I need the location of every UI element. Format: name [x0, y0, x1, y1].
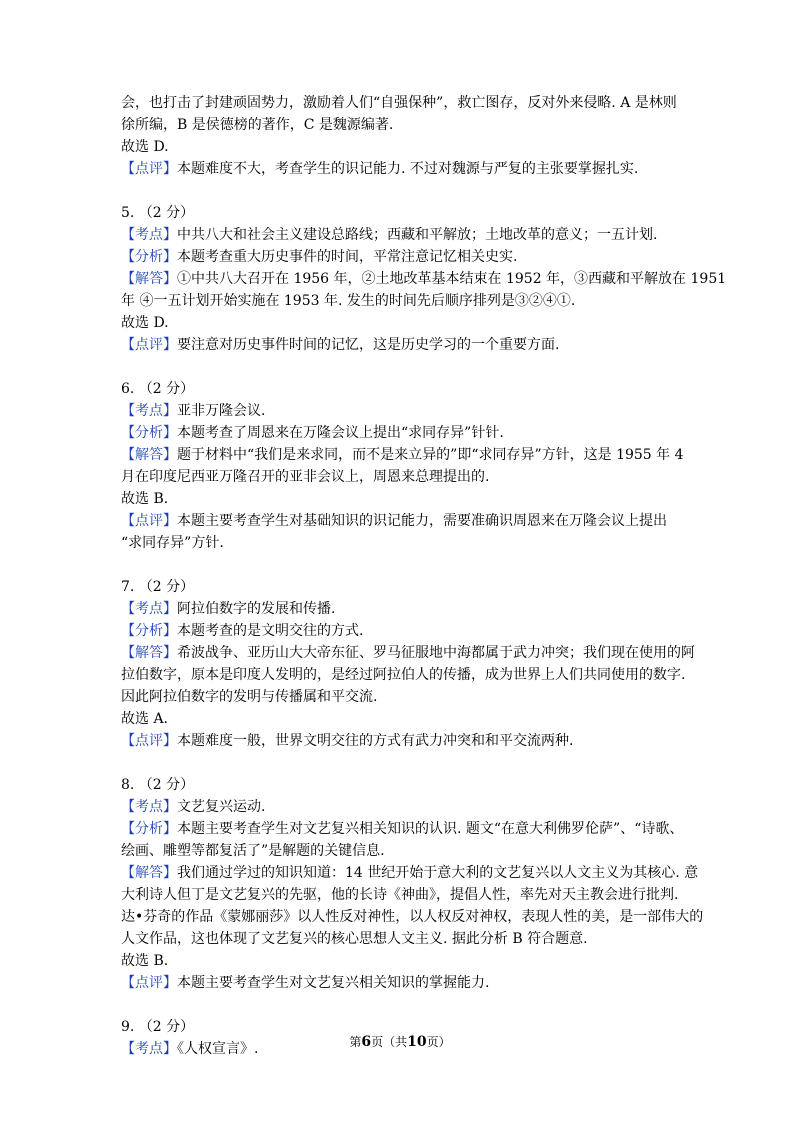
dianping-text: 本题主要考查学生对基础知识的识记能力，需要准确识周恩来在万隆会议上提出	[177, 513, 667, 529]
jieda-line	[121, 862, 701, 884]
dianping-line	[121, 158, 701, 180]
jieda-line	[121, 268, 727, 290]
dianping-text: 本题主要考查学生对文艺复兴相关知识的掌握能力.	[177, 975, 490, 991]
kaodian-tag: 【考点】	[121, 403, 177, 419]
fenxi-text: 本题主要考查学生对文艺复兴相关知识的认识. 题文“在意大利佛罗伦萨”、“诗歌、	[177, 821, 684, 837]
fenxi-line	[121, 246, 701, 268]
page-number: 6	[361, 1034, 372, 1050]
kaodian-tag: 【考点】	[121, 799, 177, 815]
answer-line: 故选 D.	[121, 139, 169, 155]
dianping-tag: 【点评】	[121, 161, 177, 177]
answer-line: 故选 B.	[121, 953, 169, 969]
jieda-text: 希波战争、亚历山大大帝东征、罗马征服地中海都属于武力冲突；我们现在使用的阿	[177, 645, 695, 661]
kaodian-text: 中共八大和社会主义建设总路线；西藏和平解放；土地改革的意义；一五计划.	[177, 227, 658, 243]
page-footer	[0, 1033, 800, 1051]
kaodian-line	[121, 796, 701, 818]
kaodian-text: 文艺复兴运动.	[177, 799, 266, 815]
text-line: 会，也打击了封建顽固势力，激励着人们“自强保种”，救亡图存，反对外来侵略. A 是林则	[121, 95, 677, 111]
kaodian-text: 亚非万隆会议.	[177, 403, 266, 419]
text-line: 徐所编，B 是侯德榜的著作，C 是魏源编著.	[121, 117, 394, 133]
dianping-text: 本题难度不大，考查学生的识记能力. 不过对魏源与严复的主张要掌握扎实.	[177, 161, 639, 177]
jieda-text: 题于材料中“我们是来求同，而不是来立异的”即“求同存异”方针，这是 1955 年 4	[177, 447, 684, 463]
dianping-tag: 【点评】	[121, 337, 177, 353]
page-prefix: 第	[349, 1035, 362, 1049]
kaodian-line	[121, 224, 701, 246]
text-line: 达•芬奇的作品《蒙娜丽莎》以人性反对神性，以人权反对神权，表现人性的美，是一部伟大的	[121, 909, 704, 925]
question-header: 5. （2 分）	[121, 205, 195, 221]
dianping-text: 要注意对历史事件时间的记忆，这是历史学习的一个重要方面.	[177, 337, 560, 353]
kaodian-tag: 【考点】	[121, 601, 177, 617]
dianping-line	[121, 510, 701, 532]
dianping-tag: 【点评】	[121, 975, 177, 991]
fenxi-tag: 【分析】	[121, 425, 177, 441]
kaodian-line	[121, 400, 701, 422]
text-line: 拉伯数字，原本是印度人发明的，是经过阿拉伯人的传播，成为世界上人们共同使用的数字.	[121, 667, 686, 683]
answer-line: 故选 D.	[121, 315, 169, 331]
kaodian-tag: 【考点】	[121, 227, 177, 243]
fenxi-tag: 【分析】	[121, 623, 177, 639]
text-line: 绘画、雕塑等都复活了”是解题的关键信息.	[121, 843, 385, 859]
dianping-tag: 【点评】	[121, 513, 177, 529]
fenxi-text: 本题考查重大历史事件的时间，平常注意记忆相关史实.	[177, 249, 518, 265]
kaodian-text: 阿拉伯数字的发展和传播.	[177, 601, 336, 617]
page-mid: 页（共	[371, 1035, 408, 1049]
fenxi-line	[121, 818, 701, 840]
document-body	[121, 92, 727, 1060]
answer-line: 故选 A.	[121, 711, 169, 727]
text-line: 月在印度尼西亚万隆召开的亚非会议上，周恩来总理提出的.	[121, 469, 490, 485]
dianping-text: 本题难度一般，世界文明交往的方式有武力冲突和和平交流两种.	[177, 733, 574, 749]
answer-line: 故选 B.	[121, 491, 169, 507]
text-line: 因此阿拉伯数字的发明与传播属和平交流.	[121, 689, 378, 705]
question-header: 9. （2 分）	[121, 1019, 195, 1035]
kaodian-line	[121, 598, 701, 620]
page-total: 10	[407, 1034, 427, 1050]
jieda-text: 我们通过学过的知识知道：14 世纪开始于意大利的文艺复兴以人文主义为其核心. 意	[177, 865, 699, 881]
dianping-line	[121, 334, 701, 356]
jieda-tag: 【解答】	[121, 271, 177, 287]
text-line: “求同存异”方针.	[121, 535, 224, 551]
text-line: 大利诗人但丁是文艺复兴的先驱，他的长诗《神曲》，提倡人性，率先对天主教会进行批判.	[121, 887, 679, 903]
text-line: 年 ④一五计划开始实施在 1953 年. 发生的时间先后顺序排列是③②④①.	[121, 293, 576, 309]
question-header: 8. （2 分）	[121, 777, 195, 793]
jieda-tag: 【解答】	[121, 645, 177, 661]
jieda-text: ①中共八大召开在 1956 年，②土地改革基本结束在 1952 年，③西藏和平解放在 1951	[177, 271, 727, 287]
dianping-line	[121, 972, 701, 994]
jieda-tag: 【解答】	[121, 865, 177, 881]
question-header: 7. （2 分）	[121, 579, 195, 595]
jieda-tag: 【解答】	[121, 447, 177, 463]
fenxi-text: 本题考查的是文明交往的方式.	[177, 623, 364, 639]
jieda-line	[121, 642, 701, 664]
text-line: 人文作品，这也体现了文艺复兴的核心思想人文主义. 据此分析 B 符合题意.	[121, 931, 588, 947]
fenxi-line	[121, 620, 701, 642]
dianping-tag: 【点评】	[121, 733, 177, 749]
kaodian-tag: 【考点】	[121, 1041, 177, 1057]
fenxi-tag: 【分析】	[121, 821, 177, 837]
fenxi-line	[121, 422, 701, 444]
kaodian-text: 《人权宣言》.	[177, 1041, 259, 1057]
fenxi-tag: 【分析】	[121, 249, 177, 265]
jieda-line	[121, 444, 701, 466]
dianping-line	[121, 730, 701, 752]
question-header: 6. （2 分）	[121, 381, 195, 397]
fenxi-text: 本题考查了周恩来在万隆会议上提出“求同存异”针针.	[177, 425, 504, 441]
page-suffix: 页）	[426, 1035, 451, 1049]
